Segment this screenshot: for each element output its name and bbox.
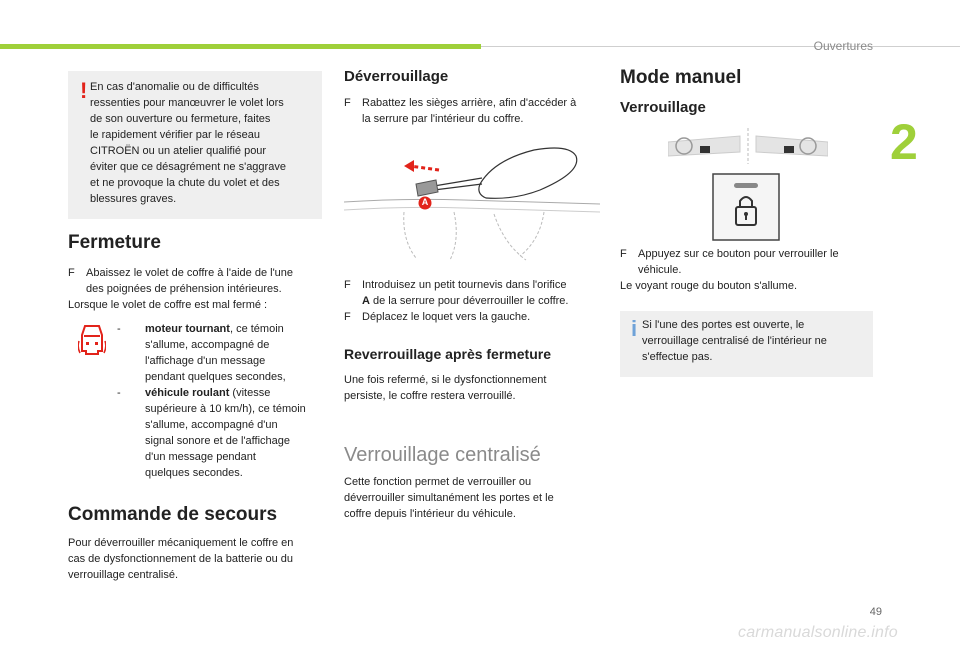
dash-text: l'affichage d'un message <box>145 355 266 367</box>
reverrouillage-line: persiste, le coffre restera verrouillé. <box>344 390 516 402</box>
centralise-line: Cette fonction permet de verrouiller ou <box>344 476 532 488</box>
chapter-number: 2 <box>890 114 918 170</box>
reverrouillage-heading: Reverrouillage après fermeture <box>344 346 551 362</box>
reverrouillage-line: Une fois refermé, si le dysfonctionnement <box>344 374 547 386</box>
fermeture-heading: Fermeture <box>68 232 161 253</box>
deverrouillage-heading: Déverrouillage <box>344 68 449 85</box>
commande-line: verrouillage centralisé. <box>68 569 179 581</box>
info-line: verrouillage centralisé de l'intérieur ne <box>642 335 827 347</box>
dashboard-illustration <box>668 128 828 164</box>
info-text <box>642 317 868 365</box>
bullet-line: véhicule. <box>638 264 682 276</box>
dash-bold: véhicule roulant <box>145 387 230 399</box>
trunk-open-warning-icon <box>78 323 106 357</box>
deverrouillage-bullet <box>344 277 606 309</box>
warning-line: de son ouverture ou fermeture, faites <box>90 113 271 125</box>
commande-line: Pour déverrouiller mécaniquement le coffre en <box>68 537 294 549</box>
bullet-icon: F <box>344 279 351 291</box>
fermeture-body <box>68 265 328 313</box>
mode-manuel-bullet <box>620 246 875 278</box>
reverrouillage-body <box>344 372 606 404</box>
commande-body <box>68 535 328 583</box>
dash-text: pendant quelques secondes, <box>145 371 286 383</box>
info-line: Si l'une des portes est ouverte, le <box>642 319 805 331</box>
centralise-line: déverrouiller simultanément les portes et le <box>344 492 554 504</box>
fermeture-dash-list <box>117 321 329 481</box>
bullet-line: Déplacez le loquet vers la gauche. <box>362 311 531 323</box>
bullet-line: Abaissez le volet de coffre à l'aide de l'une <box>86 267 294 279</box>
bullet-icon: F <box>344 311 351 323</box>
info-icon: i <box>631 316 638 341</box>
dash-text: s'allume, accompagné de <box>145 339 270 351</box>
bullet-line: la serrure par l'intérieur du coffre. <box>362 113 524 125</box>
dash-text: , ce témoin <box>229 323 284 335</box>
verrouillage-centralise-heading: Verrouillage centralisé <box>344 444 541 466</box>
warning-line: CITROËN ou un atelier qualifié pour <box>90 145 267 157</box>
warning-line: ressenties pour manœuvrer le volet lors <box>90 97 284 109</box>
dash-marker: - <box>117 323 121 335</box>
bullet-line: Rabattez les sièges arrière, afin d'accéder à <box>362 97 577 109</box>
warning-line: blessures graves. <box>90 193 177 205</box>
warning-line: et ne provoque la chute du volet et des <box>90 177 280 189</box>
fermeture-bullet <box>68 265 328 297</box>
warning-line: éviter que ce désagrément ne s'aggrave <box>90 161 286 173</box>
dash-text: signal sonore et de l'affichage <box>145 435 290 447</box>
commande-heading: Commande de secours <box>68 504 278 525</box>
bullet-line: de la serrure pour déverrouiller le coffre. <box>369 295 569 307</box>
bullet-bold: A <box>362 295 370 307</box>
deverrouillage-bullet <box>344 95 606 127</box>
centralise-line: coffre depuis l'intérieur du véhicule. <box>344 508 516 520</box>
verrouillage-centralise-body <box>344 474 606 522</box>
mode-manuel-heading: Mode manuel <box>620 67 742 88</box>
dash-text: quelques secondes. <box>145 467 243 479</box>
bullet-line: Introduisez un petit tournevis dans l'orifice <box>362 279 567 291</box>
screwdriver-illustration <box>344 140 600 265</box>
watermark: carmanualsonline.info <box>738 624 898 641</box>
callout-label: A <box>421 197 429 207</box>
warning-text <box>90 79 316 207</box>
deverrouillage-bullet <box>344 309 606 325</box>
bullet-icon: F <box>344 97 351 109</box>
deverrouillage-step1 <box>344 95 606 127</box>
header-rule <box>481 46 960 47</box>
bullet-icon: F <box>68 267 75 279</box>
central-lock-button-icon <box>712 173 780 241</box>
dash-bold: moteur tournant <box>145 323 230 335</box>
info-line: s'effectue pas. <box>642 351 713 363</box>
verrouillage-subheading: Verrouillage <box>620 99 706 116</box>
dash-marker: - <box>117 387 121 399</box>
fermeture-intro: Lorsque le volet de coffre est mal fermé : <box>68 299 268 311</box>
warning-line: le rapidement vérifier par le réseau <box>90 129 260 141</box>
deverrouillage-steps <box>344 277 606 325</box>
dash-item-driving <box>117 385 329 481</box>
dash-text: s'allume, accompagné d'un <box>145 419 278 431</box>
bullet-line: des poignées de préhension intérieures. <box>86 283 282 295</box>
mode-manuel-body <box>620 246 875 294</box>
dash-text: supérieure à 10 km/h), ce témoin <box>145 403 306 415</box>
bullet-line: Appuyez sur ce bouton pour verrouiller le <box>638 248 839 260</box>
warning-icon: ! <box>80 78 88 103</box>
dash-text: (vitesse <box>229 387 271 399</box>
commande-line: cas de dysfonctionnement de la batterie ou du <box>68 553 294 565</box>
bullet-icon: F <box>620 248 627 260</box>
dash-item-engine <box>117 321 329 385</box>
page-number: 49 <box>869 606 882 618</box>
header-accent-bar <box>0 44 481 49</box>
dash-text: d'un message pendant <box>145 451 256 463</box>
mode-manuel-note: Le voyant rouge du bouton s'allume. <box>620 280 797 292</box>
section-title: Ouvertures <box>813 39 873 53</box>
warning-line: En cas d'anomalie ou de difficultés <box>90 81 259 93</box>
